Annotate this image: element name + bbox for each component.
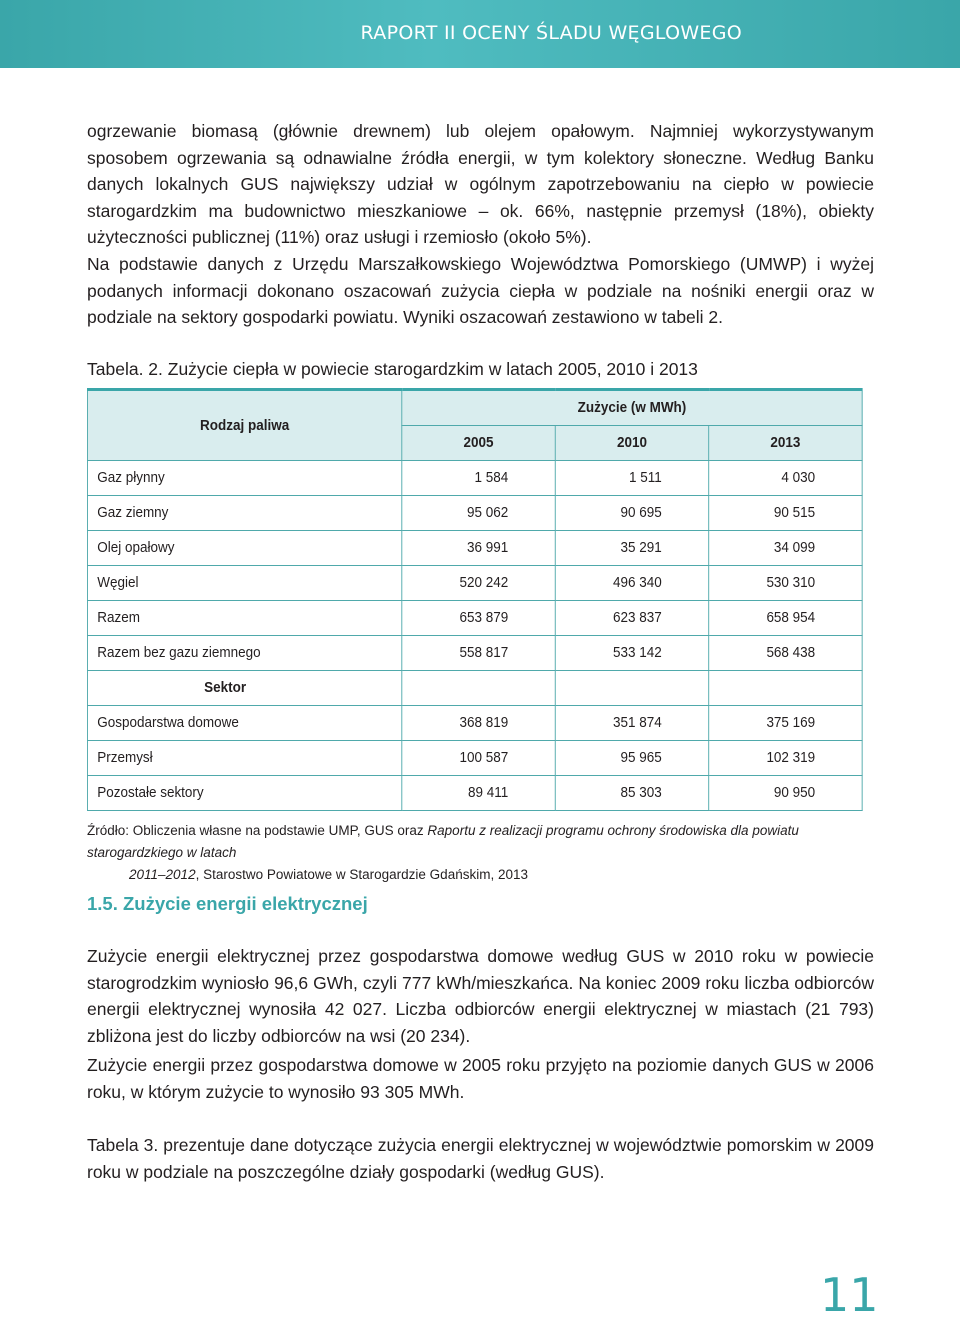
section-heading: 1.5. Zużycie energii elektrycznej [87, 893, 368, 914]
table-row [87, 496, 862, 531]
table-caption: Tabela. 2. Zużycie ciepła w powiecie starogardzkim w latach 2005, 2010 i 2013 [87, 359, 698, 379]
cell-value: 95 062 [402, 496, 555, 531]
row-label: Razem bez gazu ziemnego [87, 636, 401, 671]
cell-value: 568 438 [709, 636, 862, 671]
source-report-title: Raportu z realizacji programu ochrony środowiska dla powiatu starogardzkiego w latach [87, 823, 799, 860]
cell-value: 623 837 [555, 601, 708, 636]
row-label: Pozostałe sektory [87, 776, 401, 811]
cell-value: 653 879 [402, 601, 555, 636]
header-year: 2005 [402, 426, 555, 461]
source-second-line [87, 864, 887, 886]
table-header-row [87, 390, 862, 426]
row-label: Gaz ziemny [87, 496, 401, 531]
source-report-years: 2011–2012 [129, 867, 196, 882]
paragraph-households-2005: Zużycie energii przez gospodarstwa domowe w 2005 roku przyjęto na poziomie danych GUS w 2006 roku, w którym zużycie to wynosiło 93 305 MWh. [87, 1055, 874, 1102]
paragraph-table3-intro: Tabela 3. prezentuje dane dotyczące zużycia energii elektrycznej w województwie pomorskim w 2009 roku w podziale na poszczególne działy gospodarki (według GUS). [87, 1135, 874, 1182]
header-consumption: Zużycie (w MWh) [402, 390, 862, 426]
cell-value: 90 515 [709, 496, 862, 531]
table-row [87, 741, 862, 776]
cell-value: 95 965 [555, 741, 708, 776]
cell-value: 558 817 [402, 636, 555, 671]
header-fuel-type: Rodzaj paliwa [87, 390, 401, 461]
cell-value: 530 310 [709, 566, 862, 601]
source-prefix: Źródło: Obliczenia własne na podstawie UMP, GUS oraz [87, 823, 428, 838]
sector-header-row [87, 671, 862, 706]
page-number: 11 [820, 1268, 879, 1322]
cell-value: 89 411 [402, 776, 555, 811]
header-year: 2010 [555, 426, 708, 461]
cell-value: 496 340 [555, 566, 708, 601]
paragraph-electricity: Zużycie energii elektrycznej przez gospodarstwa domowe według GUS w 2010 roku w powiecie starogrodzkim wyniosło 96,6 GWh, czyli 777 kWh/mieszkańca. Na koniec 2009 roku liczba odbiorców energii elektrycznej wynosiła 42 027. Liczba odbiorców energii elektrycznej w miastach (21 793) zbliżona jest do liczby odbiorców na wsi (20 234). [87, 946, 874, 1046]
cell-value: 85 303 [555, 776, 708, 811]
cell-value: 35 291 [555, 531, 708, 566]
cell-value: 36 991 [402, 531, 555, 566]
table-row [87, 706, 862, 741]
header-title: RAPORT II OCENY ŚLADU WĘGLOWEGO [360, 22, 742, 44]
table-row [87, 566, 862, 601]
sector-header: Sektor [87, 671, 401, 706]
cell-value: 658 954 [709, 601, 862, 636]
table-row [87, 776, 862, 811]
header-year: 2013 [709, 426, 862, 461]
table-row [87, 461, 862, 496]
empty-cell [709, 671, 862, 706]
cell-value: 520 242 [402, 566, 555, 601]
cell-value: 102 319 [709, 741, 862, 776]
table-row [87, 636, 862, 671]
cell-value: 375 169 [709, 706, 862, 741]
row-label: Gaz płynny [87, 461, 401, 496]
row-label: Węgiel [87, 566, 401, 601]
table-source-note [87, 820, 887, 886]
paragraph-estimation: Na podstawie danych z Urzędu Marszałkowskiego Województwa Pomorskiego (UMWP) i wyżej podanych informacji dokonano oszacowań zużycia ciepła w podziale na nośniki energii oraz w podziale na sektory gospodarki powiatu. Wyniki oszacowań zestawiono w tabeli 2. [87, 254, 874, 327]
empty-cell [555, 671, 708, 706]
row-label: Gospodarstwa domowe [87, 706, 401, 741]
cell-value: 1 511 [555, 461, 708, 496]
page-header-bar [0, 0, 960, 68]
cell-value: 90 695 [555, 496, 708, 531]
cell-value: 351 874 [555, 706, 708, 741]
cell-value: 90 950 [709, 776, 862, 811]
row-label: Razem [87, 601, 401, 636]
row-label: Olej opałowy [87, 531, 401, 566]
heat-consumption-table [87, 388, 863, 811]
cell-value: 1 584 [402, 461, 555, 496]
empty-cell [402, 671, 555, 706]
paragraph-heating: ogrzewanie biomasą (głównie drewnem) lub olejem opałowym. Najmniej wykorzystywanym sposobem ogrzewania są odnawialne źródła energii, w tym kolektory słoneczne. Według Banku danych lokalnych GUS największy udział w ogólnym zapotrzebowaniu na ciepło w powiecie starogardzkim ma budownictwo mieszkaniowe – ok. 66%, następnie przemysł (18%), obiekty użyteczności publicznej (11%) oraz usługi i rzemiosło (około 5%). [87, 121, 874, 247]
row-label: Przemysł [87, 741, 401, 776]
cell-value: 368 819 [402, 706, 555, 741]
cell-value: 100 587 [402, 741, 555, 776]
cell-value: 4 030 [709, 461, 862, 496]
table-row [87, 601, 862, 636]
source-suffix: , Starostwo Powiatowe w Starogardzie Gdańskim, 2013 [195, 867, 528, 882]
cell-value: 533 142 [555, 636, 708, 671]
table-row [87, 531, 862, 566]
cell-value: 34 099 [709, 531, 862, 566]
